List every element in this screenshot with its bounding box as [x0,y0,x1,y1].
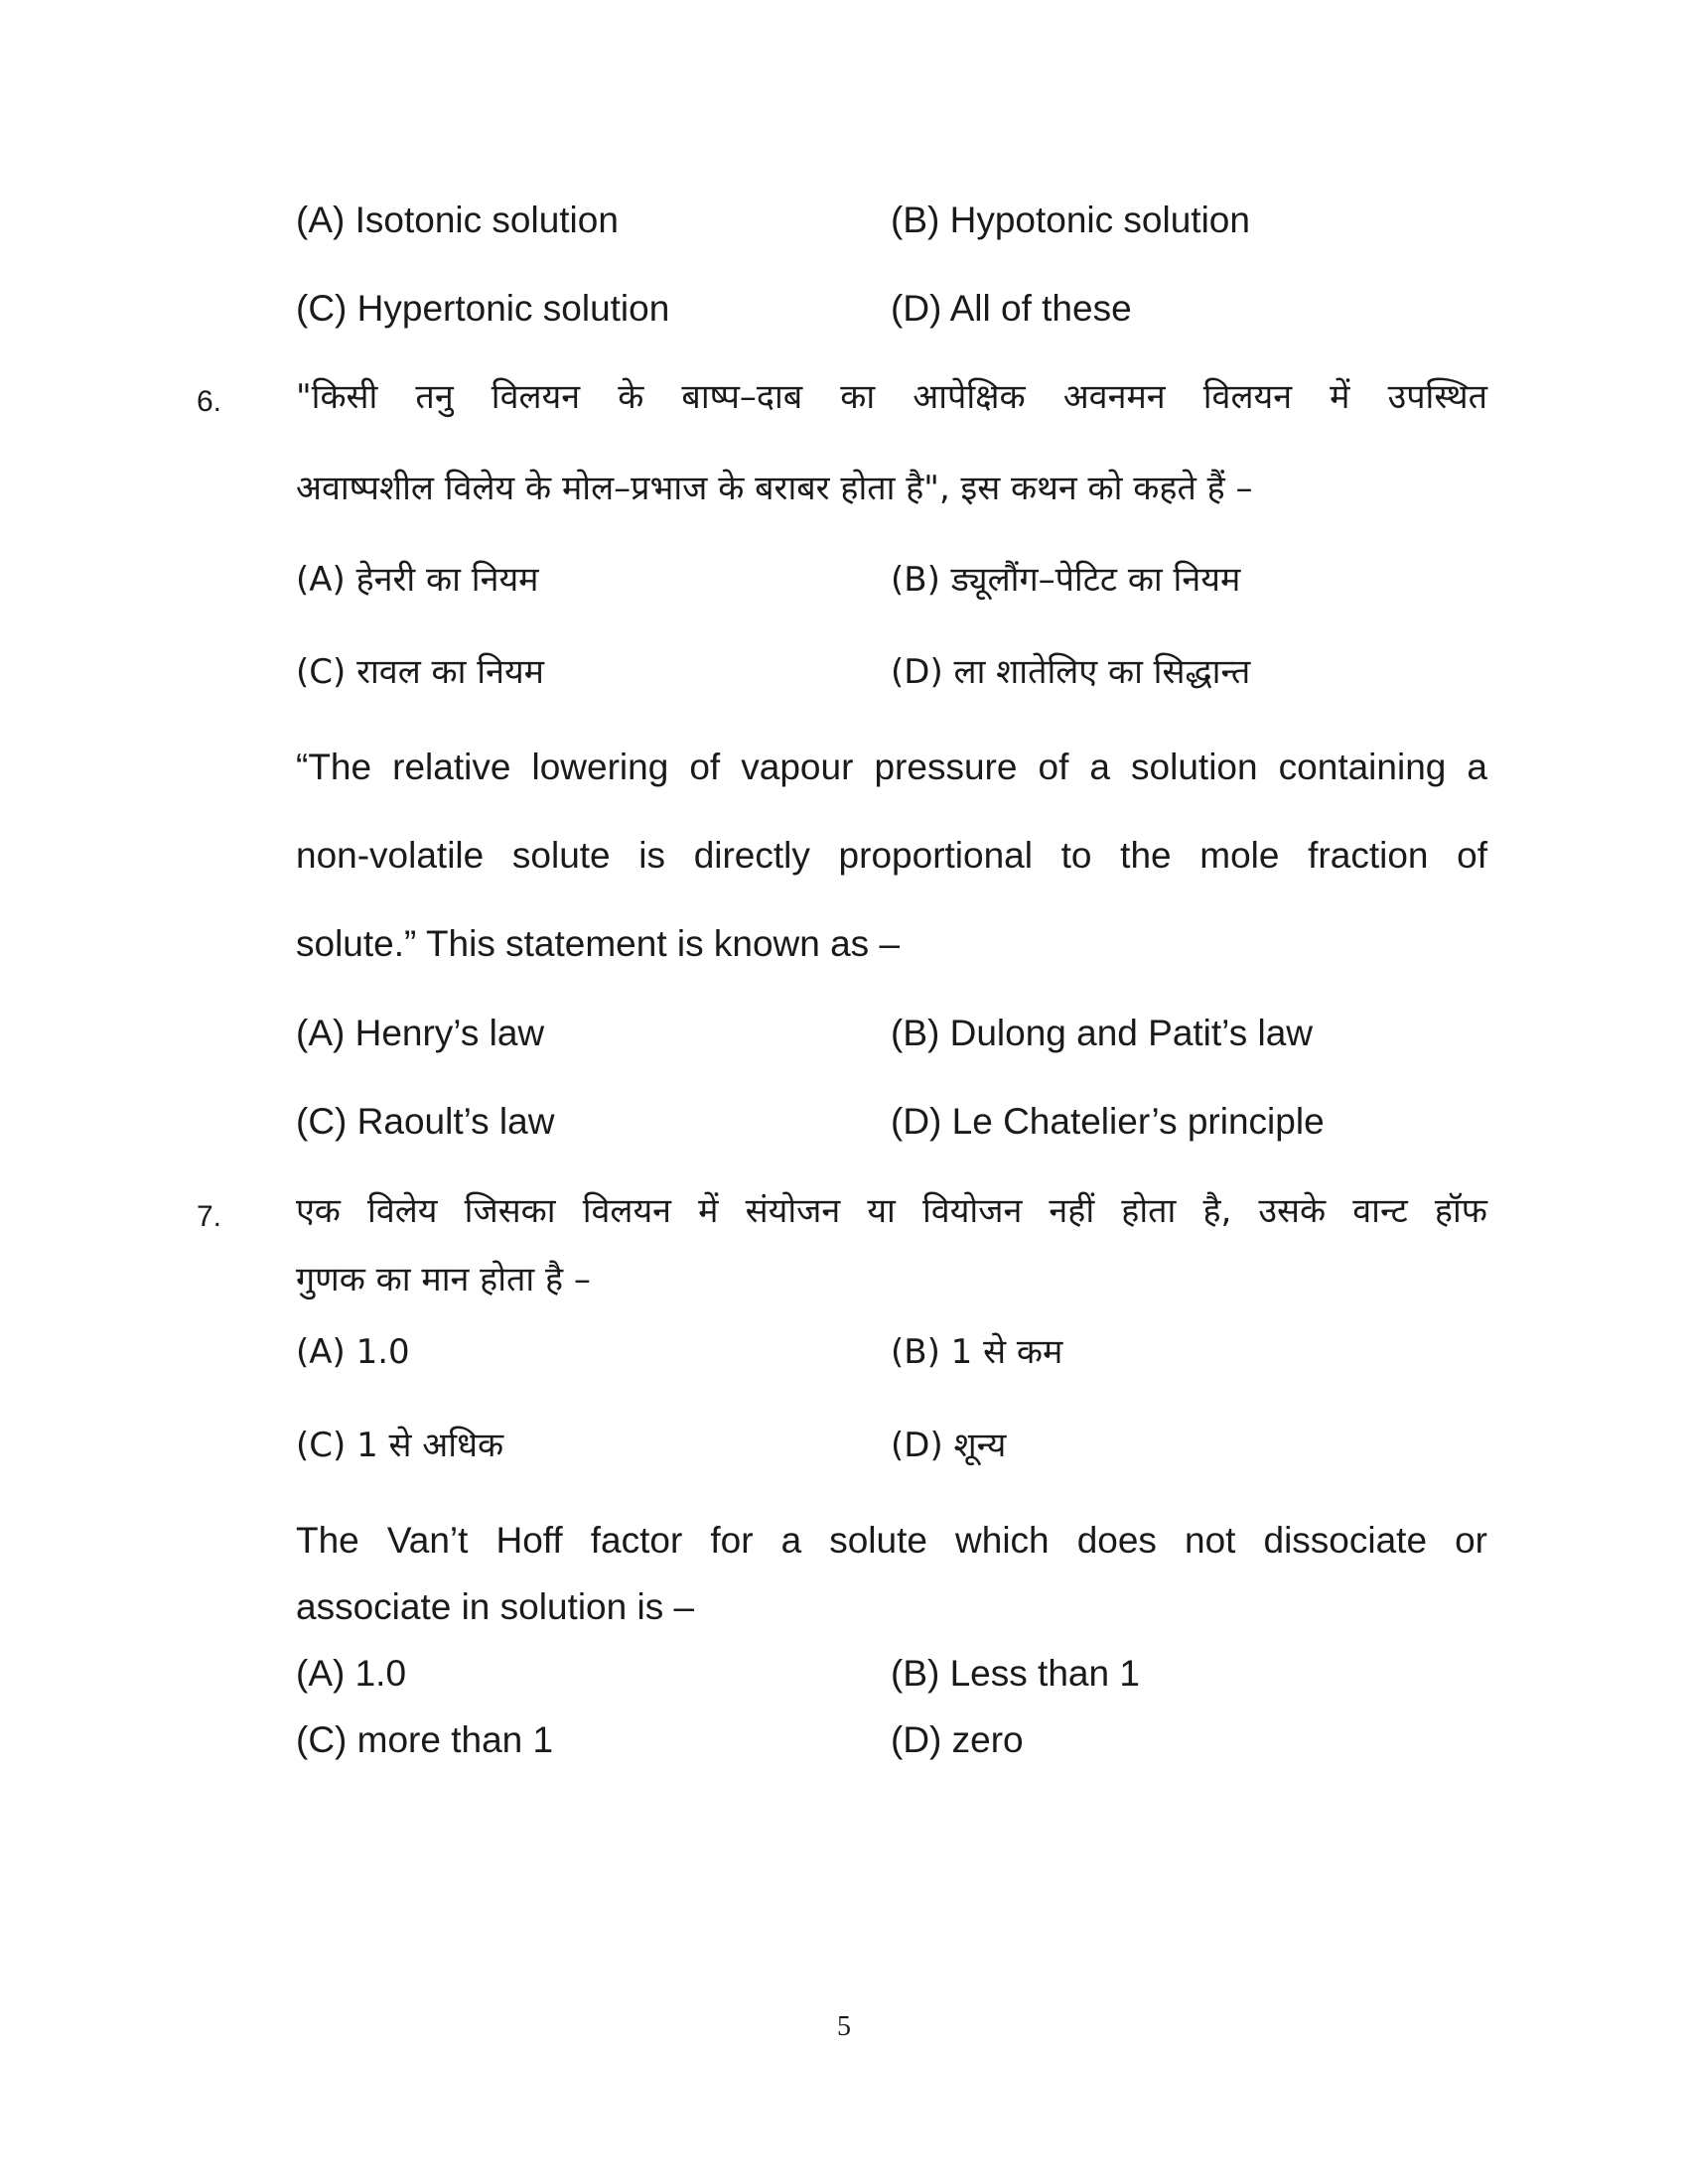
q6-english-option-d: (D) Le Chatelier’s principle [891,1101,1325,1142]
q6-english-option-b: (B) Dulong and Patit’s law [891,1013,1314,1053]
q6-english-question-line1: “The relative lowering of vapour pressure of a solution containing a [296,747,1487,787]
q7-number: 7. [197,1200,222,1233]
q7-hindi-option-d: (D) शून्य [891,1426,1007,1465]
q6-english-option-a: (A) Henry’s law [296,1013,545,1053]
q6-english-question-line2: non-volatile solute is directly proportional to the mole fraction of [296,835,1487,876]
q7-english-option-a: (A) 1.0 [296,1653,407,1694]
q5-option-d: (D) All of these [891,288,1132,329]
q7-hindi-option-b: (B) 1 से कम [891,1332,1063,1372]
q7-english-option-c: (C) more than 1 [296,1719,554,1760]
q6-hindi-question-line1: "किसी तनु विलयन के बाष्प–दाब का आपेक्षिक अवनमन विलयन में उपस्थित [296,377,1487,417]
q6-hindi-question-line2: अवाष्पशील विलेय के मोल–प्रभाज के बराबर होता है", इस कथन को कहते हैं – [296,469,1253,508]
q5-option-b: (B) Hypotonic solution [891,200,1250,240]
q7-hindi-option-c: (C) 1 से अधिक [296,1426,504,1465]
q6-english-question-line3: solute.” This statement is known as – [296,923,901,964]
q6-hindi-option-a: (A) हेनरी का नियम [296,560,539,600]
q7-english-question-line1: The Van’t Hoff factor for a solute which does not dissociate or [296,1520,1487,1561]
q7-hindi-question-line2: गुणक का मान होता है – [296,1260,591,1299]
q5-option-a: (A) Isotonic solution [296,200,619,240]
q6-number: 6. [197,385,222,418]
q7-hindi-question-line1: एक विलेय जिसका विलयन में संयोजन या वियोजन नहीं होता है, उसके वान्ट हॉफ [296,1191,1487,1231]
page-number: 5 [837,2011,851,2042]
q6-hindi-option-b: (B) ड्यूलौंग–पेटिट का नियम [891,560,1241,600]
q7-english-option-d: (D) zero [891,1719,1024,1760]
q7-english-option-b: (B) Less than 1 [891,1653,1140,1694]
q6-hindi-option-c: (C) रावल का नियम [296,652,545,692]
q6-hindi-option-d: (D) ला शातेलिए का सिद्धान्त [891,652,1251,692]
q7-hindi-option-a: (A) 1.0 [296,1332,410,1372]
q5-option-c: (C) Hypertonic solution [296,288,670,329]
q6-english-option-c: (C) Raoult’s law [296,1101,555,1142]
q7-english-question-line2: associate in solution is – [296,1586,695,1627]
